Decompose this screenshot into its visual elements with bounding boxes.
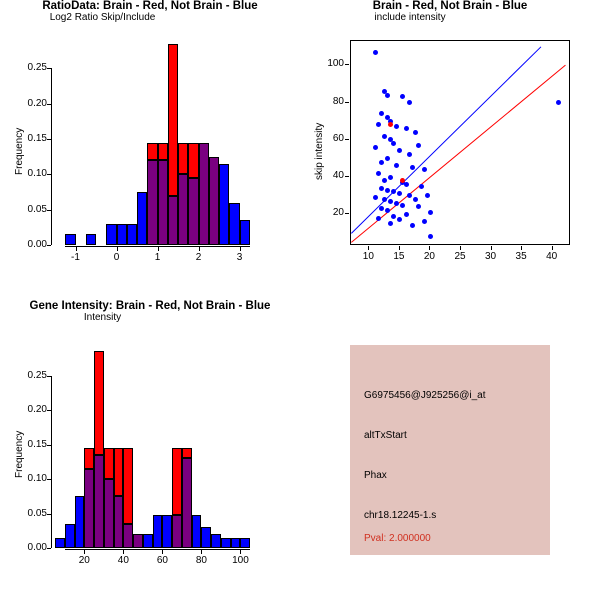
x-tick-label: 40 — [546, 251, 558, 262]
scatter-point — [410, 223, 415, 228]
y-tick — [47, 445, 51, 446]
histogram-bar — [201, 527, 211, 548]
histogram-bar — [123, 524, 133, 548]
scatter-point — [379, 186, 384, 191]
x-axis-line — [65, 549, 250, 550]
histogram-bar — [158, 143, 168, 161]
y-tick-label: 0.10 — [27, 168, 47, 180]
y-tick — [47, 548, 51, 549]
x-tick-label: 0 — [113, 252, 120, 263]
scatter-point — [388, 221, 393, 226]
histogram-bar — [172, 448, 182, 515]
histogram-bar — [94, 351, 104, 454]
y-tick-label: 40 — [332, 170, 344, 182]
x-tick — [240, 550, 241, 554]
scatter-point — [400, 94, 405, 99]
histogram-bar — [211, 534, 221, 548]
scatter-point — [388, 122, 393, 127]
y-tick — [345, 102, 349, 103]
histogram-bar — [137, 192, 147, 245]
y-tick — [47, 139, 51, 140]
histogram-bar — [147, 160, 157, 245]
x-tick — [491, 246, 492, 250]
scatter-point — [413, 197, 418, 202]
histogram-bar — [84, 469, 94, 548]
ratio-histogram-plot-area — [55, 40, 260, 245]
x-tick — [552, 246, 553, 250]
scatter-point — [428, 234, 433, 239]
histogram-bar — [182, 458, 192, 548]
histogram-bar — [162, 515, 172, 548]
scatter-point — [376, 171, 381, 176]
x-tick-label: 20 — [78, 555, 90, 566]
histogram-bar — [188, 178, 198, 245]
x-tick — [199, 247, 200, 251]
histogram-bar — [104, 448, 114, 479]
ratio-histogram-xlabel: Log2 Ratio Skip/Include — [49, 12, 156, 23]
scatter-point — [407, 193, 412, 198]
histogram-bar — [94, 455, 104, 548]
y-tick-label: 0.00 — [27, 542, 47, 553]
histogram-bar — [143, 534, 153, 548]
scatter-point — [416, 204, 421, 209]
histogram-bar — [199, 143, 209, 246]
scatter-point — [422, 167, 427, 172]
gene-intensity-plot-area — [55, 348, 260, 548]
histogram-bar — [86, 234, 96, 245]
x-tick-label: 15 — [393, 251, 405, 262]
y-tick-label: 0.20 — [27, 404, 47, 416]
y-tick-label: 80 — [332, 95, 344, 107]
x-tick — [158, 247, 159, 251]
y-tick — [47, 210, 51, 211]
info-pval: Pval: 2.000000 — [364, 533, 431, 544]
histogram-bar — [84, 448, 94, 469]
histogram-bar — [65, 524, 75, 548]
histogram-bar — [65, 234, 75, 245]
scatter-point — [397, 148, 402, 153]
x-tick — [201, 550, 202, 554]
histogram-bar — [178, 143, 188, 175]
scatter-point — [376, 216, 381, 221]
y-tick-label: 0.15 — [27, 132, 47, 144]
scatter-point — [394, 163, 399, 168]
x-tick — [429, 246, 430, 250]
y-axis-line — [51, 376, 52, 548]
y-tick — [345, 139, 349, 140]
scatter-point — [400, 203, 405, 208]
ratio-histogram-ylabel: Frequency — [14, 127, 25, 175]
intensity-scatter-xlabel: include intensity — [374, 12, 446, 23]
x-tick-label: 100 — [232, 555, 249, 566]
histogram-bar — [104, 479, 114, 548]
x-tick — [76, 247, 77, 251]
scatter-point — [373, 145, 378, 150]
histogram-bar — [123, 448, 133, 524]
scatter-point — [388, 175, 393, 180]
histogram-bar — [172, 515, 182, 548]
scatter-point — [410, 165, 415, 170]
gene-intensity-histogram-panel — [0, 300, 300, 600]
x-tick-label: 1 — [154, 252, 161, 263]
histogram-bar — [229, 203, 239, 245]
scatter-point — [382, 197, 387, 202]
scatter-point — [385, 188, 390, 193]
x-tick — [399, 246, 400, 250]
scatter-point — [385, 93, 390, 98]
scatter-point — [391, 141, 396, 146]
scatter-point — [379, 160, 384, 165]
scatter-point — [397, 191, 402, 196]
histogram-bar — [168, 196, 178, 245]
histogram-bar — [182, 448, 192, 458]
x-tick-label: 2 — [195, 252, 202, 263]
y-tick-label: 0.10 — [27, 473, 47, 485]
y-tick-label: 100 — [327, 58, 344, 70]
y-tick-label: 0.25 — [27, 369, 47, 381]
y-tick-label: 0.25 — [27, 62, 47, 74]
scatter-point — [407, 100, 412, 105]
y-tick-label: 60 — [332, 132, 344, 144]
scatter-point — [397, 217, 402, 222]
histogram-bar — [153, 515, 163, 548]
info-event-type: altTxStart — [364, 430, 407, 441]
x-tick — [368, 246, 369, 250]
x-tick-label: 3 — [236, 252, 243, 263]
y-tick-label: 0.00 — [27, 239, 47, 250]
y-tick — [47, 479, 51, 480]
histogram-bar — [178, 174, 188, 245]
x-tick-label: 30 — [484, 251, 497, 262]
scatter-point — [391, 214, 396, 219]
scatter-point — [394, 124, 399, 129]
scatter-point — [385, 156, 390, 161]
histogram-bar — [133, 534, 143, 548]
scatter-point — [407, 152, 412, 157]
intensity-scatter-title: Brain - Red, Not Brain - Blue — [372, 0, 528, 12]
scatter-point — [382, 178, 387, 183]
histogram-bar — [240, 538, 250, 548]
histogram-bar — [127, 224, 137, 245]
gene-info-panel — [350, 345, 550, 555]
y-tick — [345, 213, 349, 214]
y-tick-label: 0.15 — [27, 438, 47, 450]
y-tick — [47, 174, 51, 175]
y-tick — [345, 64, 349, 65]
y-tick — [47, 376, 51, 377]
histogram-bar — [231, 538, 241, 548]
x-tick — [84, 550, 85, 554]
y-tick — [47, 514, 51, 515]
x-tick-label: 25 — [454, 251, 466, 262]
y-tick-label: 0.05 — [27, 507, 47, 519]
x-tick-label: 60 — [156, 555, 168, 566]
x-tick — [117, 247, 118, 251]
scatter-point — [388, 199, 393, 204]
scatter-point — [394, 201, 399, 206]
scatter-point — [373, 195, 378, 200]
histogram-bar — [117, 224, 127, 245]
y-tick — [47, 410, 51, 411]
y-tick-label: 0.05 — [27, 203, 47, 215]
ratio-histogram-title: RatioData: Brain - Red, Not Brain - Blue — [42, 0, 258, 12]
y-tick — [47, 104, 51, 105]
histogram-bar — [221, 538, 231, 548]
y-tick — [47, 245, 51, 246]
histogram-bar — [240, 220, 250, 245]
scatter-point — [382, 134, 387, 139]
x-tick — [521, 246, 522, 250]
info-coordinates: chr18.12245-1.s — [364, 510, 437, 521]
x-tick-label: 20 — [423, 251, 435, 262]
x-tick — [123, 550, 124, 554]
y-tick-label: 20 — [332, 207, 344, 219]
intensity-scatter-ylabel: skip intensity — [314, 122, 325, 180]
histogram-bar — [219, 164, 229, 245]
y-tick — [345, 176, 349, 177]
x-tick — [460, 246, 461, 250]
scatter-point — [379, 111, 384, 116]
histogram-bar — [114, 448, 124, 496]
histogram-bar — [192, 515, 202, 548]
scatter-point — [404, 126, 409, 131]
ratio-histogram-panel — [0, 0, 300, 300]
scatter-point — [413, 130, 418, 135]
histogram-bar — [106, 224, 116, 245]
scatter-point — [425, 193, 430, 198]
scatter-point — [391, 189, 396, 194]
histogram-bar — [209, 157, 219, 245]
scatter-point — [404, 182, 409, 187]
scatter-point — [373, 50, 378, 55]
x-tick — [162, 550, 163, 554]
histogram-bar — [188, 143, 198, 178]
info-gene-symbol: Phax — [364, 470, 387, 481]
gene-intensity-ylabel: Frequency — [14, 430, 25, 478]
scatter-point — [404, 212, 409, 217]
scatter-point — [385, 208, 390, 213]
scatter-point — [376, 122, 381, 127]
scatter-point — [419, 184, 424, 189]
x-tick-label: -1 — [71, 252, 80, 263]
scatter-point — [428, 210, 433, 215]
x-tick-label: 40 — [117, 555, 129, 566]
histogram-bar — [75, 496, 85, 548]
scatter-point — [416, 143, 421, 148]
scatter-point — [556, 100, 561, 105]
gene-intensity-histogram-title: Gene Intensity: Brain - Red, Not Brain - Blue — [29, 300, 271, 312]
x-tick-label: 80 — [195, 555, 207, 566]
intensity-scatter-panel — [300, 0, 600, 300]
gene-intensity-xlabel: Intensity — [83, 312, 122, 323]
y-tick-label: 0.20 — [27, 97, 47, 109]
x-tick — [240, 247, 241, 251]
histogram-bar — [55, 538, 65, 548]
histogram-bar — [147, 143, 157, 161]
intensity-scatter-plot-area — [350, 40, 570, 245]
histogram-bar — [114, 496, 124, 548]
scatter-point — [379, 206, 384, 211]
y-tick — [47, 68, 51, 69]
y-axis-line — [51, 68, 52, 245]
info-probe-id: G6975456@J925256@i_at — [364, 390, 486, 401]
x-tick-label: 10 — [362, 251, 374, 262]
histogram-bar — [158, 160, 168, 245]
scatter-point — [422, 219, 427, 224]
histogram-bar — [168, 44, 178, 196]
x-tick-label: 35 — [515, 251, 527, 262]
